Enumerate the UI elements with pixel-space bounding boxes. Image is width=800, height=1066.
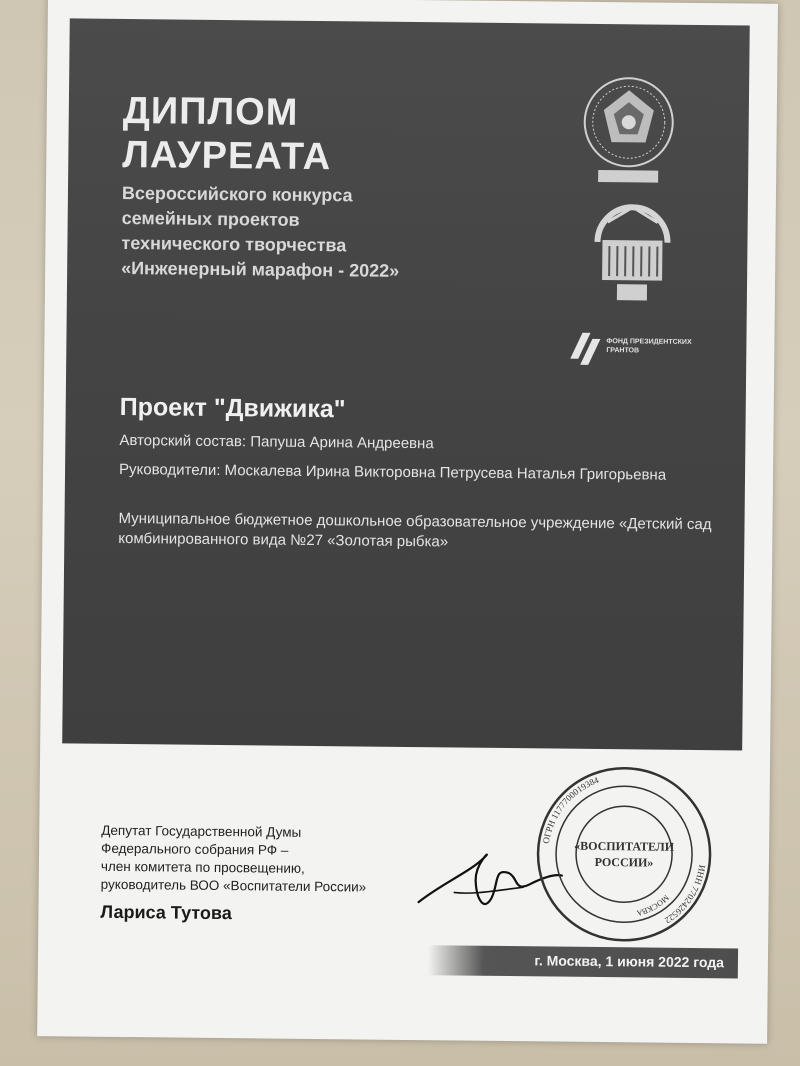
date-bar <box>428 945 738 978</box>
contest-line-1: Всероссийского конкурса <box>121 182 353 206</box>
position-line-3: член комитета по просвещению, <box>100 858 305 876</box>
dark-panel <box>62 18 750 750</box>
contest-line-4: «Инженерный марафон - 2022» <box>121 257 400 281</box>
svg-text:МОСКВА <box>636 893 671 918</box>
contest-line-2: семейных проектов <box>121 207 300 230</box>
stamp-center-line-1: «ВОСПИТАТЕЛИ <box>574 838 675 854</box>
presidential-grants-fund-icon <box>566 329 602 369</box>
stamp-center-line-2: РОССИИ» <box>594 854 654 870</box>
official-stamp <box>533 763 715 945</box>
project-title: Проект "Движика" <box>119 392 346 424</box>
signatory-name: Лариса Тутова <box>100 901 232 924</box>
contest-name <box>121 181 502 285</box>
stamp-city: МОСКВА <box>635 893 671 918</box>
signatory-position <box>101 822 422 897</box>
position-line-2: Федерального собрания РФ – <box>101 840 289 858</box>
contest-line-3: технического творчества <box>121 232 347 256</box>
diploma-sheet <box>37 0 778 1044</box>
building-emblem-icon <box>587 192 678 308</box>
leaders-line: Руководители: Москалева Ирина Викторовна Петрусева Наталья Григорьевна <box>118 460 667 484</box>
grants-fund-caption: ФОНД ПРЕЗИДЕНТСКИХ ГРАНТОВ <box>606 338 692 355</box>
issue-date: г. Москва, 1 июня 2022 года <box>534 952 725 971</box>
stamp-ogrn: ОГРН 1177700019384 <box>540 774 600 845</box>
title-line-1: ДИПЛОМ <box>122 89 299 134</box>
diploma-title <box>122 89 332 179</box>
authors-line: Авторский состав: Папуша Арина Андреевна <box>119 431 434 453</box>
stamp-inn: ИНН 7702426522 <box>663 864 708 926</box>
position-line-1: Депутат Государственной Думы <box>101 822 302 840</box>
title-line-2: ЛАУРЕАТА <box>122 133 332 179</box>
institution-line: Муниципальное бюджетное дошкольное образовательное учреждение «Детский сад комбинированного вида №27 «Золотая рыбка» <box>118 509 712 551</box>
position-line-4: руководитель ВОО «Воспитатели России» <box>100 876 367 895</box>
presidential-grants-fund-logo <box>566 329 717 391</box>
emblem-icon <box>573 72 684 188</box>
